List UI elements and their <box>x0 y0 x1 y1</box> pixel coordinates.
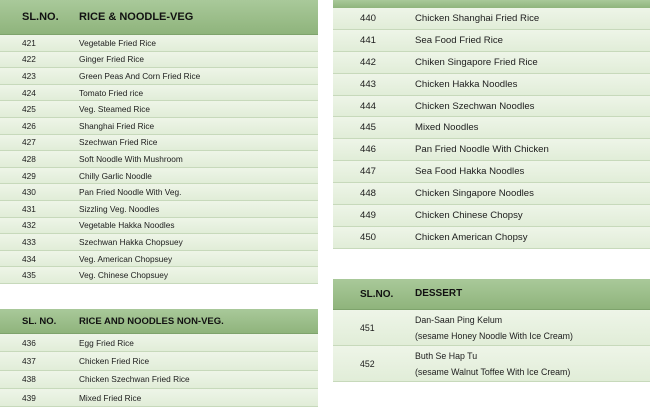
table-header <box>333 0 650 8</box>
item-number: 451 <box>360 322 375 333</box>
item-name: Pan Fried Noodle With Chicken <box>415 144 549 156</box>
table-row <box>0 52 318 69</box>
item-number: 430 <box>22 187 36 198</box>
item-number: 443 <box>360 78 377 90</box>
item-number: 429 <box>22 170 36 181</box>
item-number: 437 <box>22 355 36 366</box>
table-row <box>333 205 650 227</box>
item-name: Buth Se Hap Tu <box>415 350 478 361</box>
item-name: Chicken American Chopsy <box>415 231 528 243</box>
table-row <box>333 96 650 118</box>
item-name: Chicken Fried Rice <box>79 355 150 366</box>
column-header-slno: SL.NO. <box>360 288 394 300</box>
table-row <box>0 168 318 185</box>
item-cell <box>415 312 650 344</box>
table-row <box>333 310 650 346</box>
item-name: Chicken Szechwan Noodles <box>415 100 535 112</box>
table-row <box>0 352 318 370</box>
item-name: Shanghai Fried Rice <box>79 120 155 131</box>
item-number: 433 <box>22 236 36 247</box>
table-row <box>0 135 318 152</box>
item-number: 434 <box>22 253 36 264</box>
table-row <box>0 218 318 235</box>
table-header <box>333 279 650 310</box>
item-name: Veg. Steamed Rice <box>79 104 151 115</box>
item-name: Vegetable Hakka Noodles <box>79 220 175 231</box>
item-number: 424 <box>22 87 36 98</box>
item-number: 450 <box>360 231 377 243</box>
column-header-category: RICE AND NOODLES NON-VEG. <box>79 315 224 327</box>
item-name: Green Peas And Corn Fried Rice <box>79 70 201 81</box>
item-description: (sesame Honey Noodle With Ice Cream) <box>415 330 573 341</box>
item-number: 435 <box>22 270 36 281</box>
table-row <box>0 68 318 85</box>
table-row <box>0 35 318 52</box>
item-number: 448 <box>360 188 377 200</box>
item-name: Mixed Fried Rice <box>79 392 142 403</box>
dessert-menu-table <box>333 279 650 382</box>
table-row <box>333 8 650 30</box>
item-number: 427 <box>22 137 36 148</box>
item-name: Ginger Fried Rice <box>79 54 145 65</box>
item-number: 441 <box>360 34 377 46</box>
table-row <box>0 234 318 251</box>
table-row <box>333 117 650 139</box>
item-number: 422 <box>22 54 36 65</box>
table-row <box>333 227 650 249</box>
item-number: 447 <box>360 166 377 178</box>
item-name: Pan Fried Noodle With Veg. <box>79 187 182 198</box>
item-name: Veg. Chinese Chopsuey <box>79 270 169 281</box>
table-row <box>0 184 318 201</box>
item-number: 439 <box>22 392 36 403</box>
item-name: Szechwan Fried Rice <box>79 137 158 148</box>
item-number: 449 <box>360 209 377 221</box>
item-number: 438 <box>22 374 36 385</box>
item-name: Chicken Hakka Noodles <box>415 78 518 90</box>
table-row <box>333 74 650 96</box>
table-row <box>0 101 318 118</box>
table-row <box>333 30 650 52</box>
table-row <box>0 118 318 135</box>
table-row <box>0 251 318 268</box>
item-number: 421 <box>22 37 36 48</box>
table-row <box>0 334 318 352</box>
column-header-slno: SL. NO. <box>22 315 57 327</box>
item-name: Chicken Szechwan Fried Rice <box>79 374 190 385</box>
table-row <box>333 346 650 382</box>
table-row <box>0 267 318 284</box>
table-row <box>333 183 650 205</box>
nonveg-menu-table <box>0 309 318 407</box>
table-row <box>0 151 318 168</box>
table-header <box>0 0 318 35</box>
table-row <box>0 85 318 102</box>
item-cell <box>415 348 650 380</box>
table-row <box>333 161 650 183</box>
item-name: Chiken Singapore Fried Rice <box>415 56 538 68</box>
item-number: 440 <box>360 12 377 24</box>
item-number: 432 <box>22 220 36 231</box>
column-header-category: RICE & NOODLE-VEG <box>79 11 194 23</box>
table-row <box>333 52 650 74</box>
item-name: Soft Noodle With Mushroom <box>79 153 183 164</box>
item-number: 436 <box>22 337 36 348</box>
item-name: Chicken Shanghai Fried Rice <box>415 12 540 24</box>
item-number: 442 <box>360 56 377 68</box>
veg-menu-table <box>0 0 318 284</box>
item-name: Egg Fried Rice <box>79 337 134 348</box>
item-number: 446 <box>360 144 377 156</box>
item-number: 431 <box>22 203 36 214</box>
item-number: 444 <box>360 100 377 112</box>
item-name: Mixed Noodles <box>415 122 479 134</box>
item-name: Veg. American Chopsuey <box>79 253 173 264</box>
item-name: Chicken Chinese Chopsy <box>415 209 523 221</box>
item-name: Sizzling Veg. Noodles <box>79 203 160 214</box>
item-number: 445 <box>360 122 377 134</box>
table-header <box>0 309 318 334</box>
nonveg-continued-table <box>333 0 650 249</box>
item-name: Szechwan Hakka Chopsuey <box>79 236 183 247</box>
item-name: Chilly Garlic Noodle <box>79 170 152 181</box>
column-header-category: DESSERT <box>415 288 463 299</box>
item-number: 426 <box>22 120 36 131</box>
table-row <box>333 139 650 161</box>
table-row <box>0 389 318 407</box>
item-name: Tomato Fried rice <box>79 87 144 98</box>
item-name: Sea Food Fried Rice <box>415 34 503 46</box>
item-number: 425 <box>22 104 36 115</box>
item-name: Vegetable Fried Rice <box>79 37 157 48</box>
item-name: Dan-Saan Ping Kelum <box>415 314 503 325</box>
item-number: 428 <box>22 153 36 164</box>
item-description: (sesame Walnut Toffee With Ice Cream) <box>415 366 571 377</box>
table-row <box>0 201 318 218</box>
item-name: Chicken Singapore Noodles <box>415 188 534 200</box>
table-row <box>0 371 318 389</box>
column-header-slno: SL.NO. <box>22 11 59 23</box>
item-number: 423 <box>22 70 36 81</box>
item-name: Sea Food Hakka Noodles <box>415 166 525 178</box>
item-number: 452 <box>360 358 375 369</box>
